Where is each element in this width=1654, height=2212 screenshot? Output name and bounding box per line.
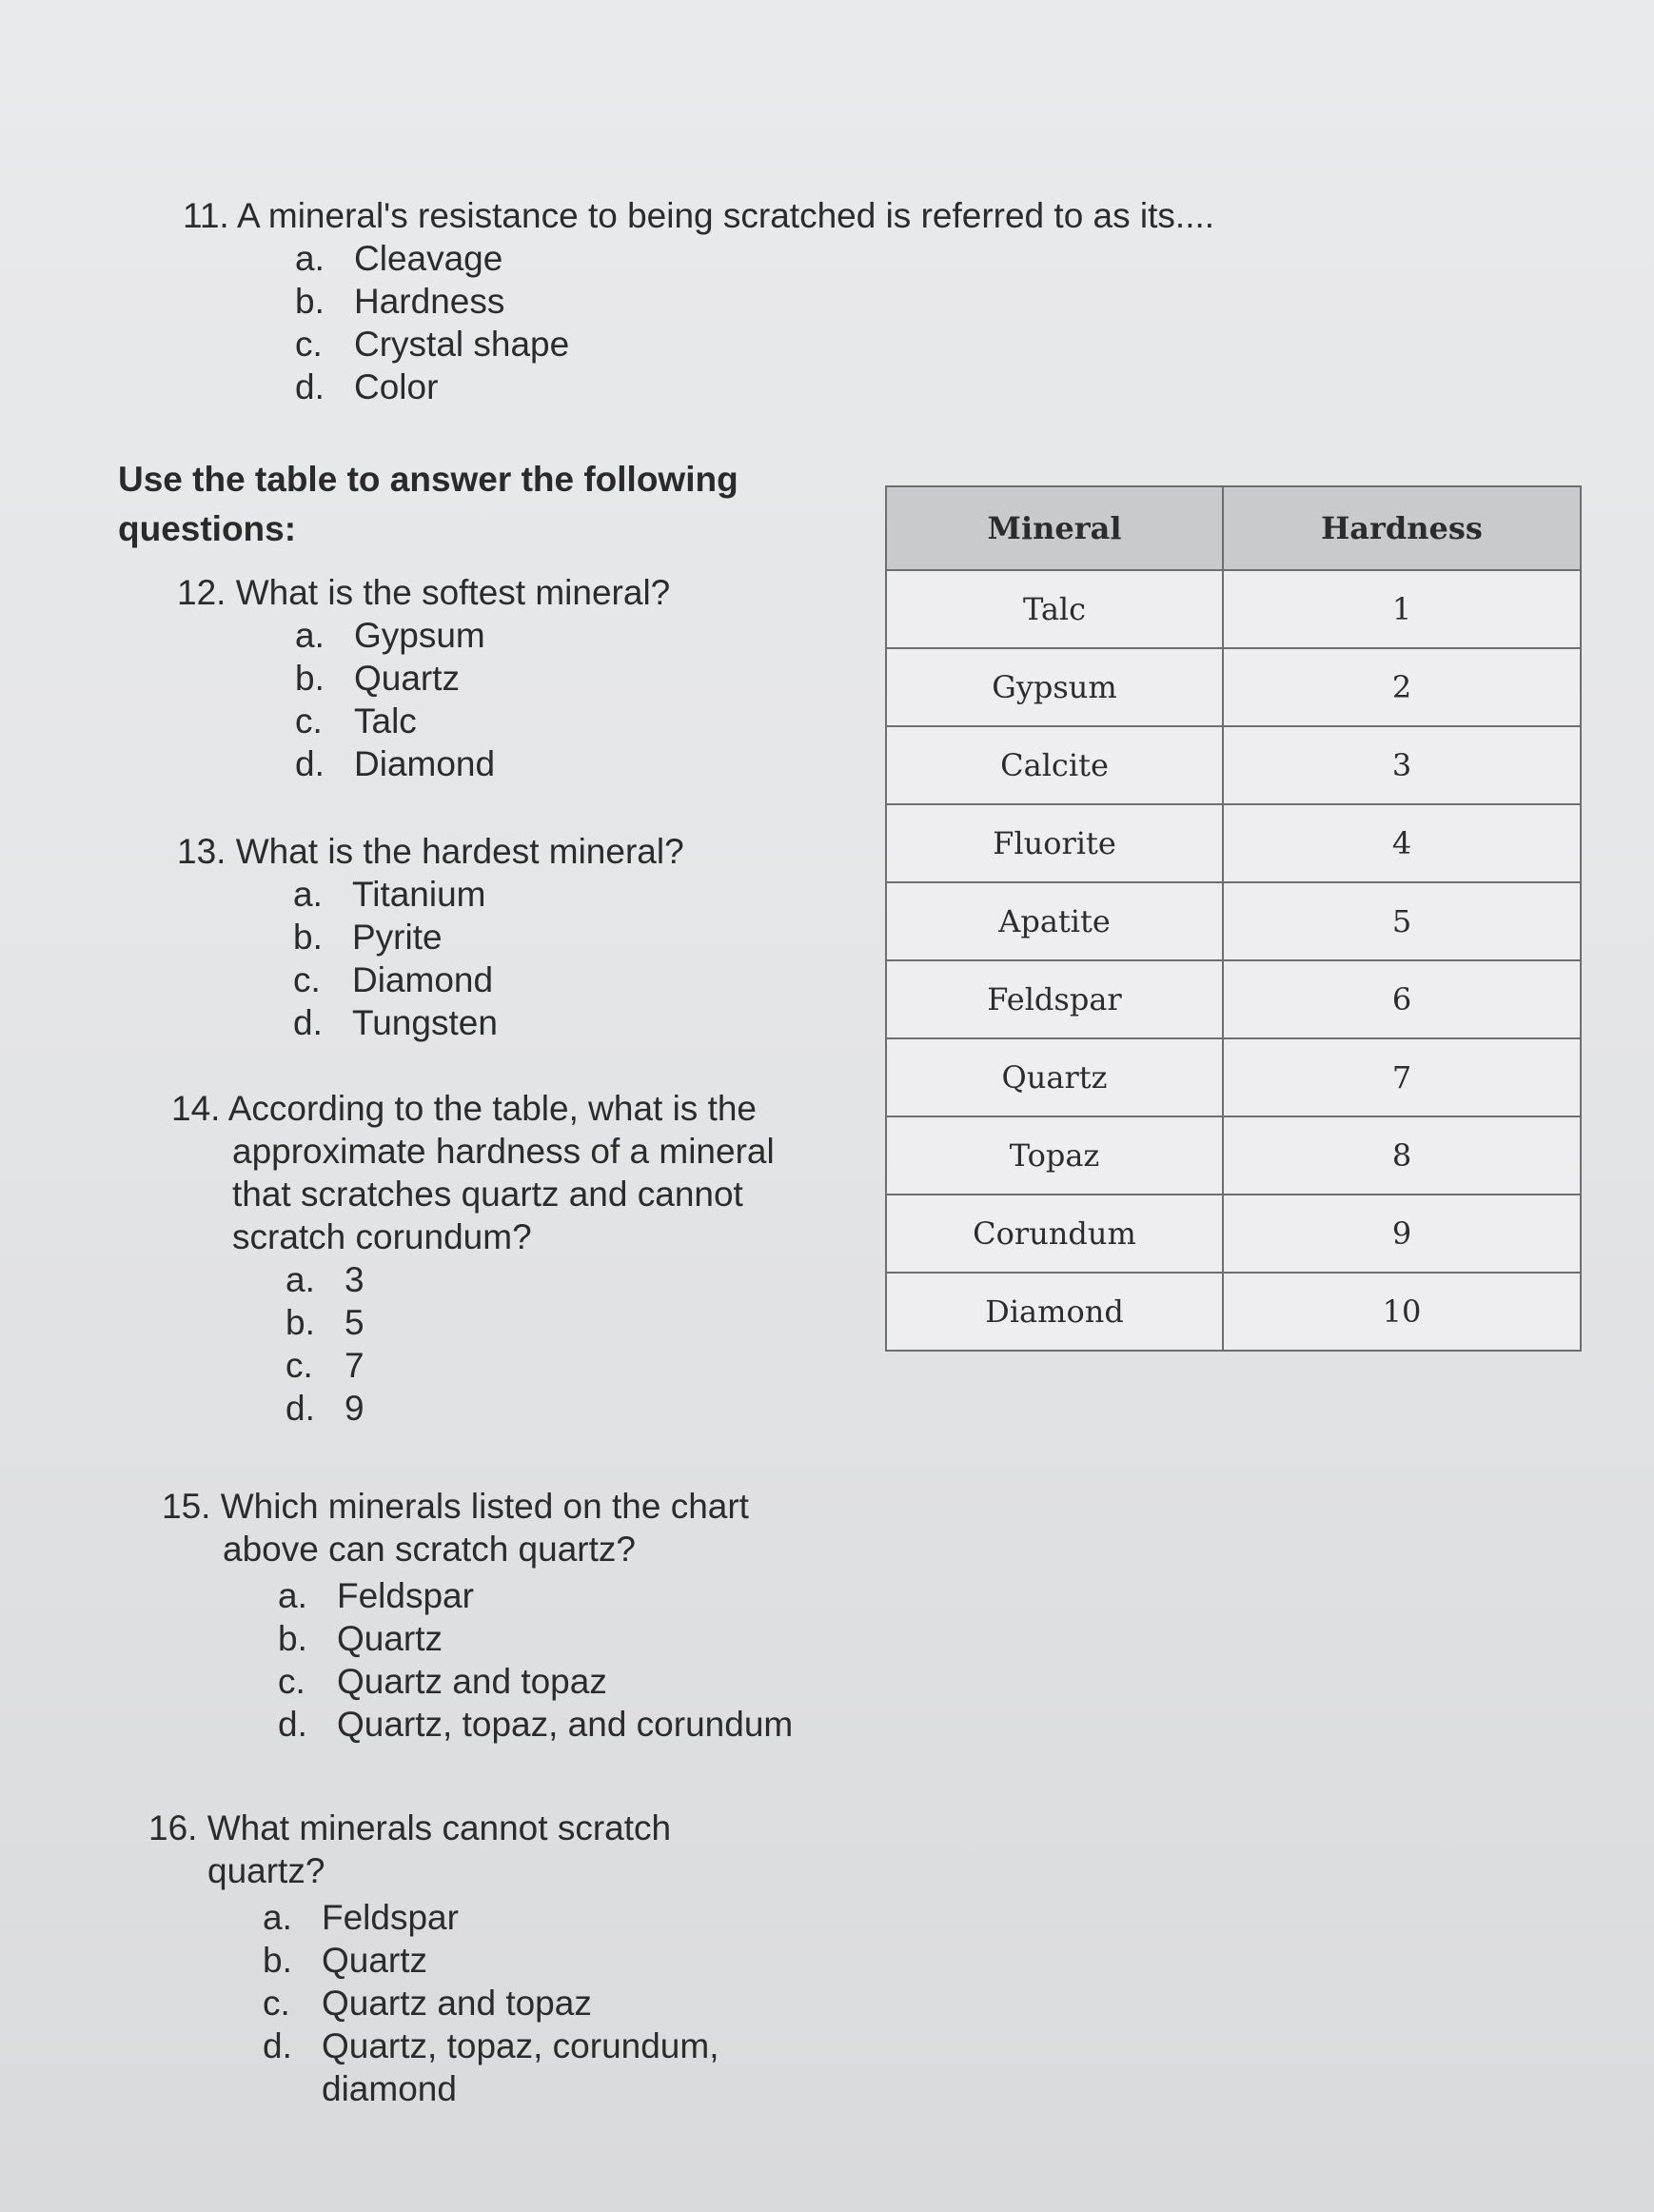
question-number: 15. [162,1487,211,1526]
mineral-cell: Diamond [886,1273,1223,1351]
instructions-line-1: Use the table to answer the following [118,460,738,499]
question-14-stem [171,1087,775,1258]
hardness-cell: 6 [1223,960,1581,1038]
question-text: A mineral's resistance to being scratched is referred to as its.... [236,196,1215,235]
hardness-cell: 3 [1223,726,1581,804]
mineral-cell: Fluorite [886,804,1223,882]
question-12-stem [177,571,670,614]
question-13-stem [177,830,684,873]
question-14 [171,1087,775,1430]
question-text-line-2: approximate hardness of a mineral [232,1132,775,1171]
mineral-cell: Calcite [886,726,1223,804]
option-c[interactable]: c. Quartz and topaz [278,1662,607,1701]
option-b[interactable]: b. Hardness [295,282,505,321]
answer-options [293,873,684,1044]
option-b[interactable]: b. Quartz [278,1619,443,1658]
hardness-cell: 9 [1223,1195,1581,1273]
table-row [886,1273,1581,1351]
header-mineral: Mineral [886,486,1223,570]
question-16 [148,1807,719,2110]
option-b[interactable]: b. 5 [286,1303,364,1342]
hardness-cell: 8 [1223,1116,1581,1195]
table-header-row [886,486,1581,570]
question-text-line-1: What minerals cannot scratch [207,1808,672,1847]
question-text-line-4: scratch corundum? [232,1217,532,1256]
option-a[interactable]: a. Gypsum [295,616,485,655]
hardness-table-container [885,485,1582,1352]
option-c[interactable]: c. Diamond [293,960,494,999]
question-13 [177,830,684,1044]
question-11-stem [183,194,1214,237]
answer-options [278,1574,793,1746]
hardness-cell: 2 [1223,648,1581,726]
option-d[interactable]: d. Quartz, topaz, and corundum [278,1705,794,1744]
option-d[interactable]: d. Tungsten [293,1003,498,1042]
question-text-line-1: According to the table, what is the [227,1089,758,1128]
question-text-line-1: Which minerals listed on the chart [220,1487,749,1526]
question-number: 13. [177,832,226,871]
mohs-hardness-table [885,485,1582,1352]
mineral-cell: Talc [886,570,1223,648]
table-row [886,1116,1581,1195]
hardness-cell: 5 [1223,882,1581,960]
option-c[interactable]: c. Quartz and topaz [263,1984,592,2023]
hardness-cell: 4 [1223,804,1581,882]
table-row [886,648,1581,726]
question-number: 11. [183,196,229,235]
question-15 [162,1485,793,1746]
option-d[interactable]: d. Quartz, topaz, corundum, [263,2026,719,2065]
option-c[interactable]: c. Crystal shape [295,325,570,364]
instructions-line-2: questions: [118,509,297,548]
question-number: 12. [177,573,226,612]
table-row [886,1038,1581,1116]
answer-options [295,237,1214,408]
hardness-cell: 10 [1223,1273,1581,1351]
option-b[interactable]: b. Quartz [263,1941,428,1980]
answer-options [286,1258,775,1430]
table-row [886,882,1581,960]
mineral-cell: Apatite [886,882,1223,960]
option-a[interactable]: a. Titanium [293,875,486,914]
table-row [886,960,1581,1038]
header-hardness: Hardness [1223,486,1581,570]
option-a[interactable]: a. Cleavage [295,239,503,278]
option-a[interactable]: a. 3 [286,1260,364,1299]
option-a[interactable]: a. Feldspar [263,1898,459,1937]
option-c[interactable]: c. 7 [286,1346,364,1385]
option-b[interactable]: b. Quartz [295,659,461,698]
question-11 [183,194,1214,408]
answer-options [263,1896,719,2110]
mineral-cell: Gypsum [886,648,1223,726]
table-row [886,804,1581,882]
mineral-cell: Feldspar [886,960,1223,1038]
option-d[interactable]: d. Diamond [295,744,496,783]
option-d[interactable]: d. Color [295,367,439,406]
question-text-line-3: that scratches quartz and cannot [232,1175,743,1214]
question-16-stem [148,1807,719,1892]
mineral-cell: Corundum [886,1195,1223,1273]
hardness-cell: 7 [1223,1038,1581,1116]
question-text: What is the hardest mineral? [235,832,684,871]
option-a[interactable]: a. Feldspar [278,1576,474,1615]
option-c[interactable]: c. Talc [295,701,417,741]
mineral-cell: Quartz [886,1038,1223,1116]
option-b[interactable]: b. Pyrite [293,918,443,957]
question-text-line-2: quartz? [207,1851,325,1890]
question-12 [177,571,670,785]
hardness-cell: 1 [1223,570,1581,648]
option-d-continuation: diamond [322,2069,457,2108]
question-number: 14. [171,1089,221,1128]
mineral-cell: Topaz [886,1116,1223,1195]
table-row [886,726,1581,804]
question-text: What is the softest mineral? [235,573,671,612]
table-instructions [118,455,738,554]
option-d[interactable]: d. 9 [286,1389,364,1428]
question-text-line-2: above can scratch quartz? [223,1530,636,1569]
table-row [886,1195,1581,1273]
table-row [886,570,1581,648]
question-number: 16. [148,1808,198,1847]
answer-options [295,614,670,785]
question-15-stem [162,1485,793,1570]
